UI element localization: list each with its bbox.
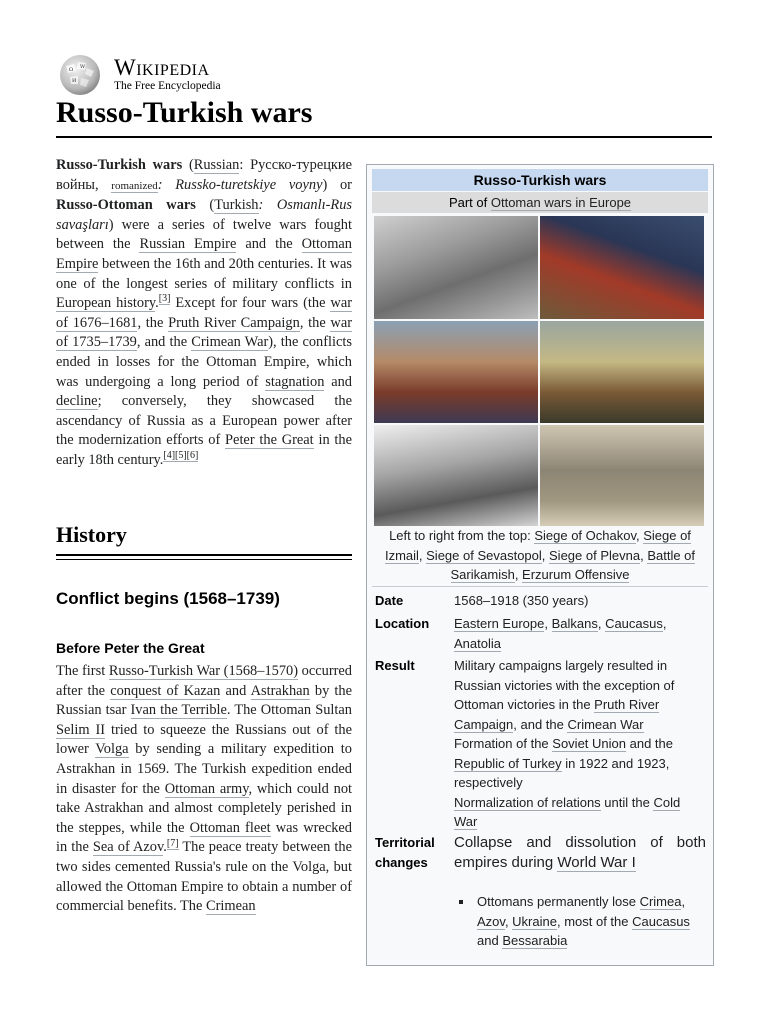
lead-bold-alt-name: Russo-Ottoman wars bbox=[56, 197, 196, 214]
wikipedia-logo[interactable] bbox=[56, 54, 236, 96]
text-fragment: The peace treaty between the two sides cemented Russia's rule on the Volga, but allowed the Ottoman Empire to obtain a number of commercial benefits. The bbox=[56, 839, 352, 915]
page-title: Russo-Turkish wars bbox=[56, 96, 313, 129]
text-fragment: Part of bbox=[448, 195, 491, 210]
title-divider bbox=[56, 136, 712, 138]
text-fragment: and the bbox=[626, 736, 673, 751]
link-crimean-war[interactable]: Crimean War bbox=[191, 334, 269, 351]
link-decline[interactable]: decline bbox=[56, 393, 98, 410]
image-siege-of-plevna[interactable] bbox=[540, 321, 704, 423]
text-fragment: , bbox=[541, 547, 550, 563]
history-heading: History bbox=[56, 522, 127, 547]
text-fragment: Territorial bbox=[375, 835, 435, 850]
link-romanized[interactable]: romanized bbox=[111, 179, 158, 192]
text-fragment: Military campaigns largely resulted in Russian victories with the exception of Ottoman victories in the bbox=[454, 658, 675, 712]
image-siege-of-izmail[interactable] bbox=[540, 216, 704, 319]
ref-7[interactable]: [7] bbox=[166, 837, 179, 849]
subsubheading-before-peter: Before Peter the Great bbox=[56, 640, 205, 656]
text-fragment: : Osmanlı-Rus savaşları bbox=[56, 197, 352, 233]
refs-4-5-6[interactable]: [4][5][6] bbox=[163, 450, 199, 462]
text-fragment: tried to squeeze the Russians out of the lower bbox=[56, 721, 352, 758]
text-fragment: , bbox=[514, 567, 523, 582]
link-ottoman-empire[interactable]: Ottoman Empire bbox=[56, 236, 353, 272]
territorial-value bbox=[454, 833, 706, 873]
text-fragment: in the early 18th century. bbox=[56, 432, 352, 468]
text-fragment: and bbox=[220, 682, 251, 699]
text-fragment: and the bbox=[236, 236, 302, 253]
lead-paragraph: Russo-Turkish wars (Russian: Русско-турецкие войны, romanized: Russko-turetskiye voyny) or Russo-Ottoman wars (Turkish: Osmanlı-Rus savaşları) were a series of twelve wars fought between the Russian Empire and the Ottoman Empire between the 16th and 20th centuries. It was one of the longest series of military conflicts in European history.[3] Except for four wars (the war of 1676–1681, the Pruth River Campaign, the war of 1735–1739, and the Crimean War), the conflicts ended in losses for the Ottoman Empire, which was undergoing a long period of stagnation and decline; conversely, they showcased the ascendancy of Russia as a European power after the modernization efforts of Peter the Great in the early 18th century.[4][5][6] bbox=[56, 157, 353, 468]
image-erzurum-offensive[interactable] bbox=[540, 425, 704, 526]
text-fragment: and bbox=[477, 933, 503, 948]
text-fragment: Except for four wars (the bbox=[170, 295, 331, 312]
text-fragment: Ottomans permanently lose bbox=[477, 894, 640, 909]
link-siege-of-ochakov[interactable]: Siege of Ochakov bbox=[534, 528, 636, 543]
text-fragment: Formation of the bbox=[454, 736, 553, 751]
link-ottoman-army[interactable]: Ottoman army bbox=[164, 780, 249, 797]
text-fragment: , bbox=[681, 894, 686, 909]
link-conquest-of-kazan[interactable]: conquest of Kazan bbox=[110, 682, 221, 699]
link-world-war-i[interactable]: World War I bbox=[557, 854, 636, 871]
link-republic-of-turkey[interactable]: Republic of Turkey bbox=[454, 755, 562, 771]
image-siege-of-ochakov[interactable] bbox=[374, 216, 538, 319]
text-fragment: ), the conflicts ended in losses for the Ottoman Empire, which was undergoing a long period of bbox=[56, 334, 353, 390]
link-stagnation[interactable]: stagnation bbox=[265, 373, 325, 390]
text-fragment: , most of the bbox=[556, 913, 633, 929]
infobox-image-collage[interactable] bbox=[374, 216, 704, 526]
infobox-subtitle bbox=[372, 192, 708, 213]
date-label: Date bbox=[375, 593, 404, 608]
link-russian-language[interactable]: Russian bbox=[193, 157, 240, 173]
image-battle-of-sarikamish[interactable] bbox=[374, 425, 538, 526]
link-sea-of-azov[interactable]: Sea of Azov bbox=[92, 839, 164, 856]
wikipedia-tagline: The Free Encyclopedia bbox=[114, 80, 221, 92]
link-erzurum-offensive[interactable]: Erzurum Offensive bbox=[522, 567, 630, 582]
text-fragment: by the Russian tsar bbox=[56, 682, 352, 719]
text-fragment: ( bbox=[195, 197, 215, 214]
subheading-conflict-begins: Conflict begins (1568–1739) bbox=[56, 589, 280, 608]
text-fragment: was wrecked in the bbox=[56, 819, 352, 856]
location-value bbox=[454, 614, 706, 653]
text-fragment: by sending a military expedition to Astrakhan in 1569. The Turkish expedition ended in disaster for the bbox=[56, 741, 352, 797]
link-azov[interactable]: Azov bbox=[477, 913, 505, 929]
result-label: Result bbox=[375, 658, 415, 673]
wikipedia-globe-icon bbox=[56, 54, 104, 96]
text-fragment: , and the bbox=[513, 716, 568, 732]
link-volga[interactable]: Volga bbox=[95, 741, 129, 758]
date-value: 1568–1918 (350 years) bbox=[454, 593, 589, 608]
link-peter-the-great[interactable]: Peter the Great bbox=[225, 432, 314, 449]
link-astrakhan[interactable]: Astrakhan bbox=[250, 682, 310, 699]
link-caucasus[interactable]: Caucasus bbox=[605, 616, 663, 631]
history-paragraph: The first Russo-Turkish War (1568–1570) occurred after the conquest of Kazan and Astrakhan by the Russian tsar Ivan the Terrible. The Ottoman Sultan Selim II tried to squeeze the Russians out of the lower Volga by sending a military expedition to Astrakhan in 1569. The Turkish expedition ended in disaster for the Ottoman army, which could not take Astrakhan and almost completely perished in the steppes, while the Ottoman fleet was wrecked in the Sea of Azov.[7] The peace treaty between the two sides cemented Russia's rule on the Volga, but allowed the Ottoman Empire to obtain a number of commercial benefits. The Crimean bbox=[56, 663, 353, 915]
link-war-1568[interactable]: Russo-Turkish War (1568–1570) bbox=[108, 663, 299, 679]
link-siege-of-sevastopol[interactable]: Siege of Sevastopol bbox=[426, 547, 542, 563]
text-fragment: in 1922 and 1923, respectively bbox=[454, 755, 670, 790]
text-fragment: : Русско-турецкие войны, bbox=[56, 157, 352, 193]
text-fragment: , bbox=[662, 616, 667, 631]
text-fragment: The first bbox=[56, 663, 109, 679]
text-fragment: : Russko-turetskiye voyny bbox=[157, 176, 323, 193]
lead-bold-name: Russo-Turkish wars bbox=[56, 157, 183, 173]
text-fragment: , the bbox=[299, 314, 331, 331]
link-caucasus-2[interactable]: Caucasus bbox=[632, 913, 690, 929]
text-fragment: , bbox=[635, 528, 644, 543]
bullet-icon bbox=[459, 900, 463, 904]
text-fragment: ; conversely, they showcased the ascendancy of Russia as a European power after the modernization efforts of bbox=[56, 393, 352, 449]
link-ottoman-wars-in-europe[interactable]: Ottoman wars in Europe bbox=[490, 195, 632, 210]
svg-text:Ω: Ω bbox=[69, 67, 74, 73]
text-fragment: . The Ottoman Sultan bbox=[226, 702, 352, 719]
text-fragment: , bbox=[597, 616, 606, 631]
text-fragment: ) or bbox=[322, 176, 352, 193]
svg-text:W: W bbox=[80, 64, 86, 70]
text-fragment: , the bbox=[137, 314, 169, 331]
text-fragment: Collapse and dissolution of both empires during bbox=[454, 834, 706, 871]
svg-text:И: И bbox=[72, 78, 77, 84]
text-fragment: changes bbox=[375, 854, 428, 870]
location-label: Location bbox=[375, 616, 430, 631]
link-war-1676[interactable]: war of 1676–1681 bbox=[56, 295, 352, 331]
text-fragment: , bbox=[544, 616, 552, 631]
text-fragment: between the 16th and 20th centuries. It was one of the longest series of military conflicts in bbox=[56, 255, 352, 292]
text-fragment: and bbox=[324, 373, 352, 390]
link-siege-of-plevna[interactable]: Siege of Plevna bbox=[549, 547, 641, 563]
link-crimean[interactable]: Crimean bbox=[205, 898, 256, 915]
text-fragment: , which could not take Astrakhan and almost completely perished in the steppes, while the bbox=[56, 780, 353, 836]
link-turkish-language[interactable]: Turkish bbox=[214, 197, 259, 214]
image-siege-of-sevastopol[interactable] bbox=[374, 321, 538, 423]
link-selim-ii[interactable]: Selim II bbox=[56, 721, 106, 738]
link-crimean-war-2[interactable]: Crimean War bbox=[567, 716, 644, 732]
link-crimea[interactable]: Crimea bbox=[639, 894, 682, 909]
text-fragment: occurred after the bbox=[56, 663, 352, 699]
link-ivan-the-terrible[interactable]: Ivan the Terrible bbox=[130, 702, 227, 719]
text-fragment: until the bbox=[600, 794, 654, 810]
link-russian-empire[interactable]: Russian Empire bbox=[139, 236, 237, 253]
link-ottoman-fleet[interactable]: Ottoman fleet bbox=[189, 819, 271, 836]
text-fragment: , bbox=[640, 547, 648, 563]
text-fragment: Left to right from the top: bbox=[389, 528, 535, 543]
link-siege-of-izmail[interactable]: Siege of Izmail bbox=[384, 528, 691, 563]
link-war-1735[interactable]: war of 1735–1739 bbox=[56, 314, 352, 351]
territorial-label bbox=[375, 833, 451, 872]
wikipedia-wordmark: Wikipedia bbox=[114, 55, 210, 80]
link-battle-of-sarikamish[interactable]: Battle of Sarikamish bbox=[450, 547, 696, 582]
ref-3[interactable]: [3] bbox=[158, 293, 171, 305]
link-balkans[interactable]: Balkans bbox=[551, 616, 598, 631]
link-pruth-river-campaign-2[interactable]: Pruth River Campaign bbox=[454, 697, 660, 732]
link-eastern-europe[interactable]: Eastern Europe bbox=[454, 616, 545, 631]
result-value bbox=[454, 656, 706, 832]
text-fragment: ) were a series of twelve wars fought between the bbox=[56, 216, 352, 253]
infobox bbox=[366, 164, 714, 966]
link-anatolia[interactable]: Anatolia bbox=[454, 635, 501, 651]
history-heading-rule bbox=[56, 554, 352, 560]
infobox-divider bbox=[372, 586, 708, 587]
link-bessarabia[interactable]: Bessarabia bbox=[502, 933, 568, 948]
link-ukraine[interactable]: Ukraine bbox=[512, 913, 557, 929]
link-cold-war[interactable]: Cold War bbox=[454, 794, 681, 829]
link-soviet-union[interactable]: Soviet Union bbox=[552, 736, 626, 751]
text-fragment: , bbox=[504, 913, 513, 929]
collage-caption bbox=[374, 526, 706, 585]
history-section-heading bbox=[56, 522, 352, 560]
infobox-title: Russo-Turkish wars bbox=[372, 169, 708, 191]
bullet-text bbox=[477, 892, 705, 951]
text-fragment: ( bbox=[182, 157, 194, 173]
text-fragment: , bbox=[418, 547, 427, 563]
link-normalization[interactable]: Normalization of relations bbox=[454, 794, 601, 810]
text-fragment: , and the bbox=[136, 334, 192, 351]
link-european-history[interactable]: European history bbox=[56, 295, 156, 312]
link-pruth-river-campaign[interactable]: Pruth River Campaign bbox=[168, 314, 300, 331]
